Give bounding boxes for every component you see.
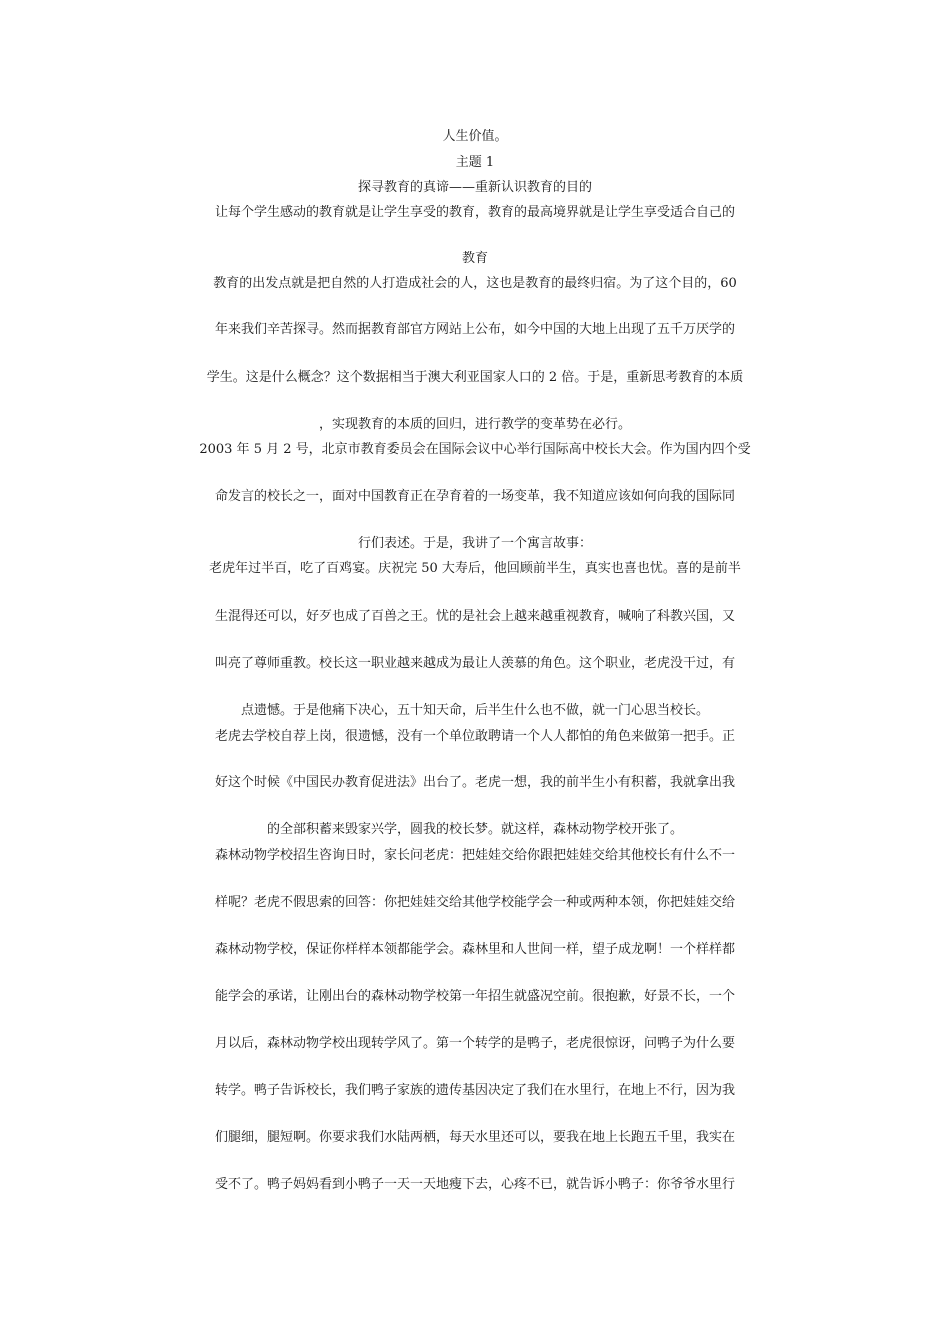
text-line: 让每个学生感动的教育就是让学生享受的教育，教育的最高境界就是让学生享受适合自己的: [214, 205, 735, 220]
text-line: 好这个时候《中国民办教育促进法》出台了。老虎一想，我的前半生小有积蓄，我就拿出我: [214, 775, 735, 790]
text-line: 学生。这是什么概念？这个数据相当于澳大利亚国家人口的 2 倍。于是，重新思考教育的本质: [206, 370, 744, 385]
text-line: 教育的出发点就是把自然的人打造成社会的人，这也是教育的最终归宿。为了这个目的，60: [213, 276, 737, 291]
text-line: 转学。鸭子告诉校长，我们鸭子家族的遗传基因决定了我们在水里行，在地上不行，因为我: [214, 1083, 735, 1098]
doc-topic-label: 主题 1: [455, 155, 495, 170]
text-line: 叫亮了尊师重教。校长这一职业越来越成为最让人羡慕的角色。这个职业，老虎没干过，有: [214, 656, 735, 671]
text-line: 年来我们辛苦探寻。然而据教育部官方网站上公布，如今中国的大地上出现了五千万厌学的: [214, 322, 735, 337]
text-line: 老虎年过半百，吃了百鸡宴。庆祝完 50 大寿后，他回顾前半生，真实也喜也忧。喜的是前半: [209, 561, 741, 576]
text-line: 样呢？老虎不假思索的回答：你把娃娃交给其他学校能学会一种或两种本领，你把娃娃交给: [214, 895, 735, 910]
text-line: 命发言的校长之一，面对中国教育正在孕育着的一场变革，我不知道应该如何向我的国际同: [214, 489, 735, 504]
text-line: 老虎去学校自荐上岗，很遗憾，没有一个单位敢聘请一个人人都怕的角色来做第一把手。正: [214, 729, 735, 744]
text-line: 行们表述。于是，我讲了一个寓言故事：: [357, 536, 592, 551]
text-line: 生混得还可以，好歹也成了百兽之王。忧的是社会上越来越重视教育，喊响了科教兴国，又: [214, 609, 735, 624]
text-line: 的全部积蓄来毁家兴学，圆我的校长梦。就这样，森林动物学校开张了。: [266, 822, 683, 837]
text-line: ，实现教育的本质的回归，进行教学的变革势在必行。: [318, 417, 631, 432]
text-line: 森林动物学校，保证你样样本领都能学会。森林里和人世间一样，望子成龙啊！一个样样都: [214, 942, 735, 957]
doc-heading: 人生价值。: [442, 129, 508, 144]
text-line: 2003 年 5 月 2 号，北京市教育委员会在国际会议中心举行国际高中校长大会。作为国内四个受: [199, 442, 751, 457]
text-line: 教育: [461, 251, 488, 266]
text-line: 能学会的承诺，让刚出台的森林动物学校第一年招生就盛况空前。很抱歉，好景不长，一个: [214, 989, 735, 1004]
text-line: 们腿细，腿短啊。你要求我们水陆两栖，每天水里还可以，要我在地上长跑五千里，我实在: [214, 1130, 735, 1145]
doc-title: 探寻教育的真谛——重新认识教育的目的: [357, 180, 592, 195]
text-line: 点遗憾。于是他痛下决心，五十知天命，后半生什么也不做，就一门心思当校长。: [240, 703, 709, 718]
text-line: 森林动物学校招生咨询日时，家长问老虎：把娃娃交给你跟把娃娃交给其他校长有什么不一: [214, 848, 735, 863]
text-line: 月以后，森林动物学校出现转学风了。第一个转学的是鸭子，老虎很惊讶，问鸭子为什么要: [214, 1036, 735, 1051]
text-line: 受不了。鸭子妈妈看到小鸭子一天一天地瘦下去，心疼不已，就告诉小鸭子：你爷爷水里行: [214, 1177, 735, 1192]
